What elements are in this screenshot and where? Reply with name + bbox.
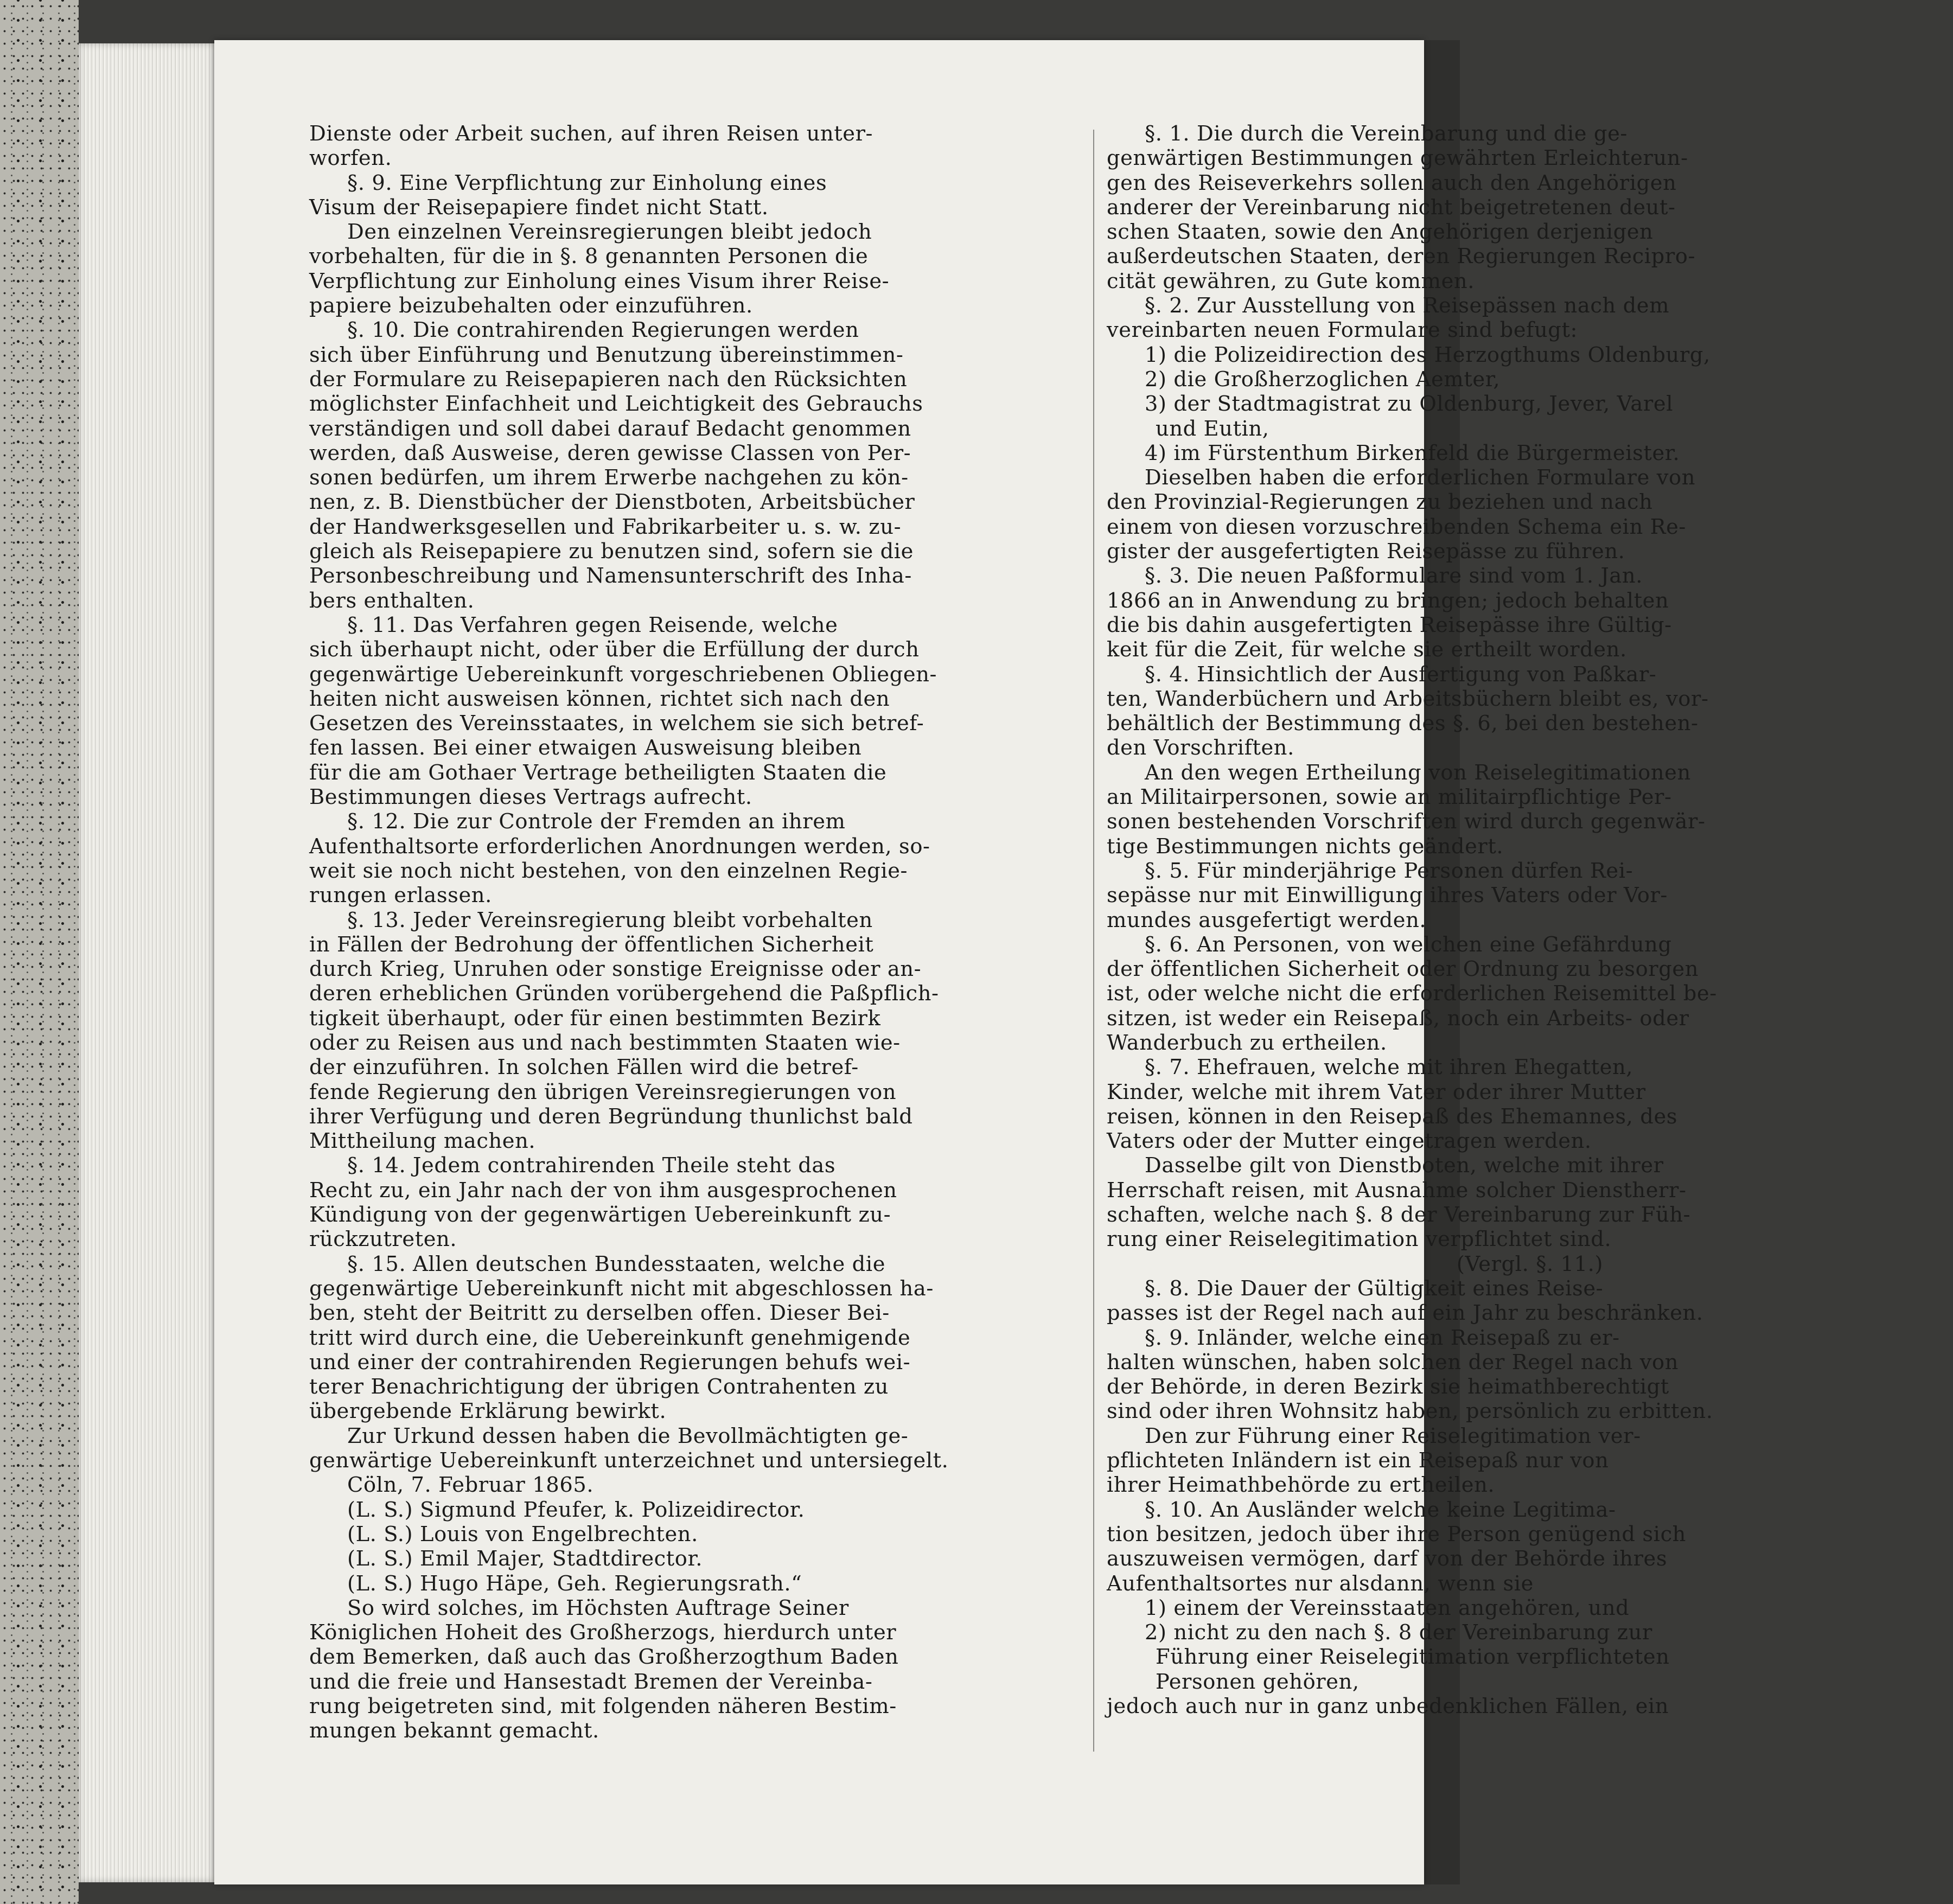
text-line: gister der ausgefertigten Reisepässe zu führen. — [1107, 539, 1625, 564]
text-line: keit für die Zeit, für welche sie ertheilt worden. — [1107, 637, 1627, 662]
text-line: der öffentlichen Sicherheit oder Ordnung zu besorgen — [1107, 957, 1699, 982]
text-line: die bis dahin ausgefertigten Reisepässe ihre Gültig- — [1107, 612, 1672, 637]
section-heading-line: §. 5. Für minderjährige Personen dürfen Rei- — [1145, 858, 1633, 883]
text-line: papiere beizubehalten oder einzuführen. — [309, 293, 753, 318]
section-heading-line: §. 10. Die contrahirenden Regierungen werden — [347, 318, 859, 343]
signature-line: (L. S.) Emil Majer, Stadtdirector. — [347, 1547, 703, 1571]
book-page-edges — [79, 43, 214, 1882]
text-line: ist, oder welche nicht die erforderlichen Reisemittel be- — [1107, 981, 1717, 1006]
column-divider — [1093, 130, 1094, 1752]
text-line: Dasselbe gilt von Dienstboten, welche mit ihrer — [1145, 1153, 1664, 1178]
text-line: schaften, welche nach §. 8 der Vereinbarung zur Füh- — [1107, 1203, 1691, 1228]
text-line: gen des Reiseverkehrs sollen auch den Angehörigen — [1107, 170, 1677, 195]
text-line: oder zu Reisen aus und nach bestimmten Staaten wie- — [309, 1030, 901, 1055]
text-line: Königlichen Hoheit des Großherzogs, hierdurch unter — [309, 1620, 897, 1645]
text-line: vereinbarten neuen Formulare sind befugt: — [1107, 318, 1578, 343]
text-line: 1866 an in Anwendung zu bringen; jedoch behalten — [1107, 588, 1669, 613]
text-line: gleich als Reisepapiere zu benutzen sind, sofern sie die — [309, 539, 914, 564]
text-line: den Provinzial-Regierungen zu beziehen und nach — [1107, 490, 1653, 515]
section-heading-line: §. 1. Die durch die Vereinbarung und die ge- — [1145, 122, 1628, 146]
text-line: Dieselben haben die erforderlichen Formulare von — [1145, 465, 1696, 490]
text-line: rung einer Reiselegitimation verpflichtet sind. — [1107, 1227, 1612, 1252]
text-line: Aufenthaltsortes nur alsdann, wenn sie — [1107, 1571, 1534, 1596]
text-line: behältlich der Bestimmung des §. 6, bei den bestehen- — [1107, 711, 1699, 736]
text-line: und einer der contrahirenden Regierungen behufs wei- — [309, 1350, 911, 1375]
section-heading-line: §. 10. An Ausländer welche keine Legitima- — [1145, 1497, 1616, 1522]
text-line: vorbehalten, für die in §. 8 genannten Personen die — [309, 244, 869, 269]
text-line: rungen erlassen. — [309, 883, 492, 908]
text-line: sich überhaupt nicht, oder über die Erfüllung der durch — [309, 637, 920, 662]
text-line: und die freie und Hansestadt Bremen der Vereinba- — [309, 1669, 873, 1694]
text-line: passes ist der Regel nach auf ein Jahr zu beschränken. — [1107, 1301, 1703, 1326]
text-line: tritt wird durch eine, die Uebereinkunft genehmigende — [309, 1325, 911, 1350]
section-heading-line: §. 14. Jedem contrahirenden Theile steht das — [347, 1153, 836, 1178]
list-item: 3) der Stadtmagistrat zu Oldenburg, Jever, Varel — [1145, 392, 1674, 417]
section-heading-line: §. 9. Eine Verpflichtung zur Einholung eines — [347, 170, 827, 195]
text-line: Visum der Reisepapiere findet nicht Statt. — [309, 195, 769, 220]
signature-line: (L. S.) Louis von Engelbrechten. — [347, 1522, 698, 1547]
text-line: der Behörde, in deren Bezirk sie heimathberechtigt — [1107, 1375, 1669, 1400]
text-line: Wanderbuch zu ertheilen. — [1107, 1030, 1387, 1055]
text-line: halten wünschen, haben solchen der Regel nach von — [1107, 1350, 1679, 1375]
text-line: mungen bekannt gemacht. — [309, 1718, 599, 1743]
text-line: tion besitzen, jedoch über ihre Person genügend sich — [1107, 1522, 1686, 1547]
text-line: an Militairpersonen, sowie an militairpflichtige Per- — [1107, 785, 1672, 810]
text-line: ihrer Heimathbehörde zu ertheilen. — [1107, 1473, 1495, 1498]
text-line: anderer der Vereinbarung nicht beigetretenen deut- — [1107, 195, 1676, 220]
cross-reference: (Vergl. §. 11.) — [1456, 1251, 1604, 1276]
text-line: reisen, können in den Reisepaß des Ehemannes, des — [1107, 1104, 1678, 1129]
right-text-column — [1107, 122, 1953, 1718]
text-line: tige Bestimmungen nichts geändert. — [1107, 834, 1504, 859]
list-item-continuation: Führung einer Reiselegitimation verpflichteten — [1156, 1645, 1670, 1670]
text-line: Herrschaft reisen, mit Ausnahme solcher Dienstherr- — [1107, 1178, 1687, 1203]
text-line: rückzutreten. — [309, 1227, 457, 1252]
list-item: 2) nicht zu den nach §. 8 der Vereinbarung zur — [1145, 1620, 1652, 1645]
text-line: übergebende Erklärung bewirkt. — [309, 1399, 667, 1424]
text-line: Kündigung von der gegenwärtigen Uebereinkunft zu- — [309, 1203, 891, 1228]
section-heading-line: §. 4. Hinsichtlich der Ausfertigung von Paßkar- — [1145, 662, 1657, 687]
list-item: 2) die Großherzoglichen Aemter, — [1145, 367, 1501, 392]
text-line: der einzuführen. In solchen Fällen wird die betref- — [309, 1055, 859, 1080]
text-line: ten, Wanderbüchern und Arbeitsbüchern bleibt es, vor- — [1107, 686, 1709, 711]
text-line: gegenwärtige Uebereinkunft vorgeschriebenen Obliegen- — [309, 662, 937, 687]
signature-line: (L. S.) Hugo Häpe, Geh. Regierungsrath.“ — [347, 1571, 802, 1596]
left-text-column — [309, 122, 1085, 1743]
text-line: heiten nicht ausweisen können, richtet sich nach den — [309, 686, 890, 711]
text-line: Vaters oder der Mutter eingetragen werden. — [1107, 1129, 1592, 1154]
text-line: einem von diesen vorzuschreibenden Schema ein Re- — [1107, 514, 1686, 539]
text-line: pflichteten Inländern ist ein Reisepaß nur von — [1107, 1448, 1609, 1473]
section-heading-line: §. 13. Jeder Vereinsregierung bleibt vorbehalten — [347, 908, 873, 932]
text-line: sich über Einführung und Benutzung übereinstimmen- — [309, 342, 904, 367]
text-line: Verpflichtung zur Einholung eines Visum ihrer Reise- — [309, 269, 890, 293]
text-line: verständigen und soll dabei darauf Bedacht genommen — [309, 416, 911, 441]
text-line: terer Benachrichtigung der übrigen Contrahenten zu — [309, 1375, 889, 1400]
text-line: Personbeschreibung und Namensunterschrift des Inha- — [309, 564, 912, 589]
text-line: mundes ausgefertigt werden. — [1107, 908, 1427, 932]
text-line: fen lassen. Bei einer etwaigen Ausweisung bleiben — [309, 736, 862, 761]
section-heading-line: §. 9. Inländer, welche einen Reisepaß zu er- — [1145, 1325, 1620, 1350]
text-line: worfen. — [309, 146, 392, 171]
list-item: 1) die Polizeidirection des Herzogthums Oldenburg, — [1145, 342, 1711, 367]
text-line: Recht zu, ein Jahr nach der von ihm ausgesprochenen — [309, 1178, 897, 1203]
text-line: schen Staaten, sowie den Angehörigen derjenigen — [1107, 220, 1654, 245]
section-heading-line: §. 11. Das Verfahren gegen Reisende, welche — [347, 612, 838, 637]
section-heading-line: §. 15. Allen deutschen Bundesstaaten, welche die — [347, 1251, 886, 1276]
text-line: nen, z. B. Dienstbücher der Dienstboten, Arbeitsbücher — [309, 490, 915, 515]
scan-margin-strip — [0, 0, 79, 1904]
text-line: Den einzelnen Vereinsregierungen bleibt jedoch — [347, 220, 872, 245]
text-line: für die am Gothaer Vertrage betheiligten Staaten die — [309, 760, 887, 785]
text-line: cität gewähren, zu Gute kommen. — [1107, 269, 1475, 293]
text-line: So wird solches, im Höchsten Auftrage Seiner — [347, 1595, 849, 1620]
list-item: 1) einem der Vereinsstaaten angehören, und — [1145, 1595, 1630, 1620]
section-heading-line: §. 12. Die zur Controle der Fremden an ihrem — [347, 809, 846, 834]
text-line: Gesetzen des Vereinsstaates, in welchem sie sich betref- — [309, 711, 924, 736]
text-line: Dienste oder Arbeit suchen, auf ihren Reisen unter- — [309, 122, 873, 146]
text-line: sonen bedürfen, um ihrem Erwerbe nachgehen zu kön- — [309, 465, 909, 490]
text-line: rung beigetreten sind, mit folgenden näheren Bestim- — [309, 1694, 897, 1718]
text-line: durch Krieg, Unruhen oder sonstige Ereignisse oder an- — [309, 957, 922, 982]
place-date-line: Cöln, 7. Februar 1865. — [347, 1473, 594, 1498]
section-heading-line: §. 3. Die neuen Paßformulare sind vom 1. Jan. — [1145, 564, 1643, 589]
text-line: Zur Urkund dessen haben die Bevollmächtigten ge- — [347, 1423, 909, 1448]
text-line: bers enthalten. — [309, 588, 475, 613]
text-line: deren erheblichen Gründen vorübergehend die Paßpflich- — [309, 981, 939, 1006]
list-item-continuation: und Eutin, — [1156, 416, 1269, 441]
list-item: 4) im Fürstenthum Birkenfeld die Bürgermeister. — [1145, 440, 1680, 465]
text-line: sepässe nur mit Einwilligung ihres Vaters oder Vor- — [1107, 883, 1668, 908]
text-line: gegenwärtige Uebereinkunft nicht mit abgeschlossen ha- — [309, 1276, 934, 1301]
list-item-continuation: Personen gehören, — [1156, 1669, 1360, 1694]
text-line: Bestimmungen dieses Vertrags aufrecht. — [309, 785, 752, 810]
text-line: An den wegen Ertheilung von Reiselegitimationen — [1145, 760, 1691, 785]
text-line: dem Bemerken, daß auch das Großherzogthum Baden — [309, 1645, 899, 1670]
text-line: genwärtigen Bestimmungen gewährten Erleichterun- — [1107, 146, 1688, 171]
signature-line: (L. S.) Sigmund Pfeufer, k. Polizeidirector. — [347, 1497, 805, 1522]
text-line: tigkeit überhaupt, oder für einen bestimmten Bezirk — [309, 1006, 881, 1031]
text-line: sind oder ihren Wohnsitz haben, persönlich zu erbitten. — [1107, 1399, 1713, 1424]
document-page — [214, 40, 1717, 1884]
text-line: ben, steht der Beitritt zu derselben offen. Dieser Bei- — [309, 1301, 890, 1326]
text-line: den Vorschriften. — [1107, 736, 1294, 761]
text-line: genwärtige Uebereinkunft unterzeichnet und untersiegelt. — [309, 1448, 949, 1473]
text-line: der Formulare zu Reisepapieren nach den Rücksichten — [309, 367, 908, 392]
text-line: Aufenthaltsorte erforderlichen Anordnungen werden, so- — [309, 834, 930, 859]
text-line: werden, daß Ausweise, deren gewisse Classen von Per- — [309, 440, 911, 465]
text-line: fende Regierung den übrigen Vereinsregierungen von — [309, 1079, 897, 1104]
text-line: sonen bestehenden Vorschriften wird durch gegenwär- — [1107, 809, 1706, 834]
text-line: jedoch auch nur in ganz unbedenklichen Fällen, ein — [1107, 1694, 1669, 1718]
text-line: weit sie noch nicht bestehen, von den einzelnen Regie- — [309, 858, 908, 883]
section-heading-line: §. 8. Die Dauer der Gültigkeit eines Reise- — [1145, 1276, 1604, 1301]
text-line: möglichster Einfachheit und Leichtigkeit des Gebrauchs — [309, 392, 923, 417]
section-heading-line: §. 2. Zur Ausstellung von Reisepässen nach dem — [1145, 293, 1670, 318]
text-line: auszuweisen vermögen, darf von der Behörde ihres — [1107, 1547, 1668, 1571]
text-line: außerdeutschen Staaten, deren Regierungen Recipro- — [1107, 244, 1696, 269]
text-line: der Handwerksgesellen und Fabrikarbeiter u. s. w. zu- — [309, 514, 902, 539]
section-heading-line: §. 6. An Personen, von welchen eine Gefährdung — [1145, 932, 1672, 957]
text-line: Mittheilung machen. — [309, 1129, 536, 1154]
section-heading-line: §. 7. Ehefrauen, welche mit ihren Ehegatten, — [1145, 1055, 1633, 1080]
text-line: in Fällen der Bedrohung der öffentlichen Sicherheit — [309, 932, 874, 957]
text-line: ihrer Verfügung und deren Begründung thunlichst bald — [309, 1104, 913, 1129]
text-line: Kinder, welche mit ihrem Vater oder ihrer Mutter — [1107, 1079, 1646, 1104]
text-line: Den zur Führung einer Reiselegitimation ver- — [1145, 1423, 1641, 1448]
text-line: sitzen, ist weder ein Reisepaß, noch ein Arbeits- oder — [1107, 1006, 1689, 1031]
